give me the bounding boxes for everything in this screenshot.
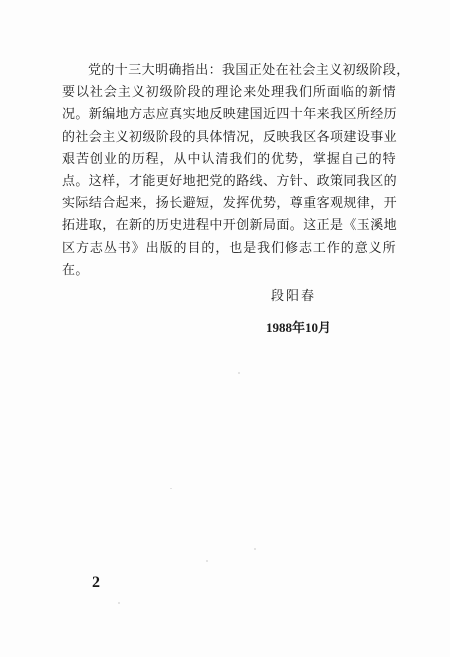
scan-speck bbox=[254, 548, 256, 550]
text-line: 党的十三大明确指出：我国正处在社会主义初级阶段， bbox=[88, 63, 410, 78]
text-line: 实际结合起来，扬长避短，发挥优势，尊重客观规律，开 bbox=[62, 196, 398, 212]
text-line: 在。 bbox=[62, 262, 89, 278]
scan-speck bbox=[170, 488, 172, 489]
scan-speck bbox=[118, 602, 120, 604]
text-line: 的社会主义初级阶段的具体情况，反映我区各项建设事业 bbox=[62, 129, 398, 145]
page-number: 2 bbox=[92, 574, 100, 591]
scan-speck bbox=[238, 372, 240, 374]
text-line: 拓进取，在新的历史进程中开创新局面。这正是《玉溪地 bbox=[62, 218, 398, 234]
scan-speck bbox=[206, 560, 208, 562]
date-line: 1988年10月 bbox=[266, 320, 332, 335]
author-signature: 段阳春 bbox=[271, 289, 317, 304]
body-text bbox=[62, 60, 410, 282]
text-line: 艰苦创业的历程，从中认清我们的优势，掌握自己的特 bbox=[62, 151, 396, 167]
text-line: 要以社会主义初级阶段的理论来处理我们所面临的新情 bbox=[62, 85, 396, 101]
text-line: 区方志丛书》出版的目的，也是我们修志工作的意义所 bbox=[62, 240, 396, 256]
text-line: 点。这样，才能更好地把党的路线、方针、政策同我区的 bbox=[62, 173, 398, 189]
text-line: 况。新编地方志应真实地反映建国近四十年来我区所经历 bbox=[62, 107, 398, 123]
